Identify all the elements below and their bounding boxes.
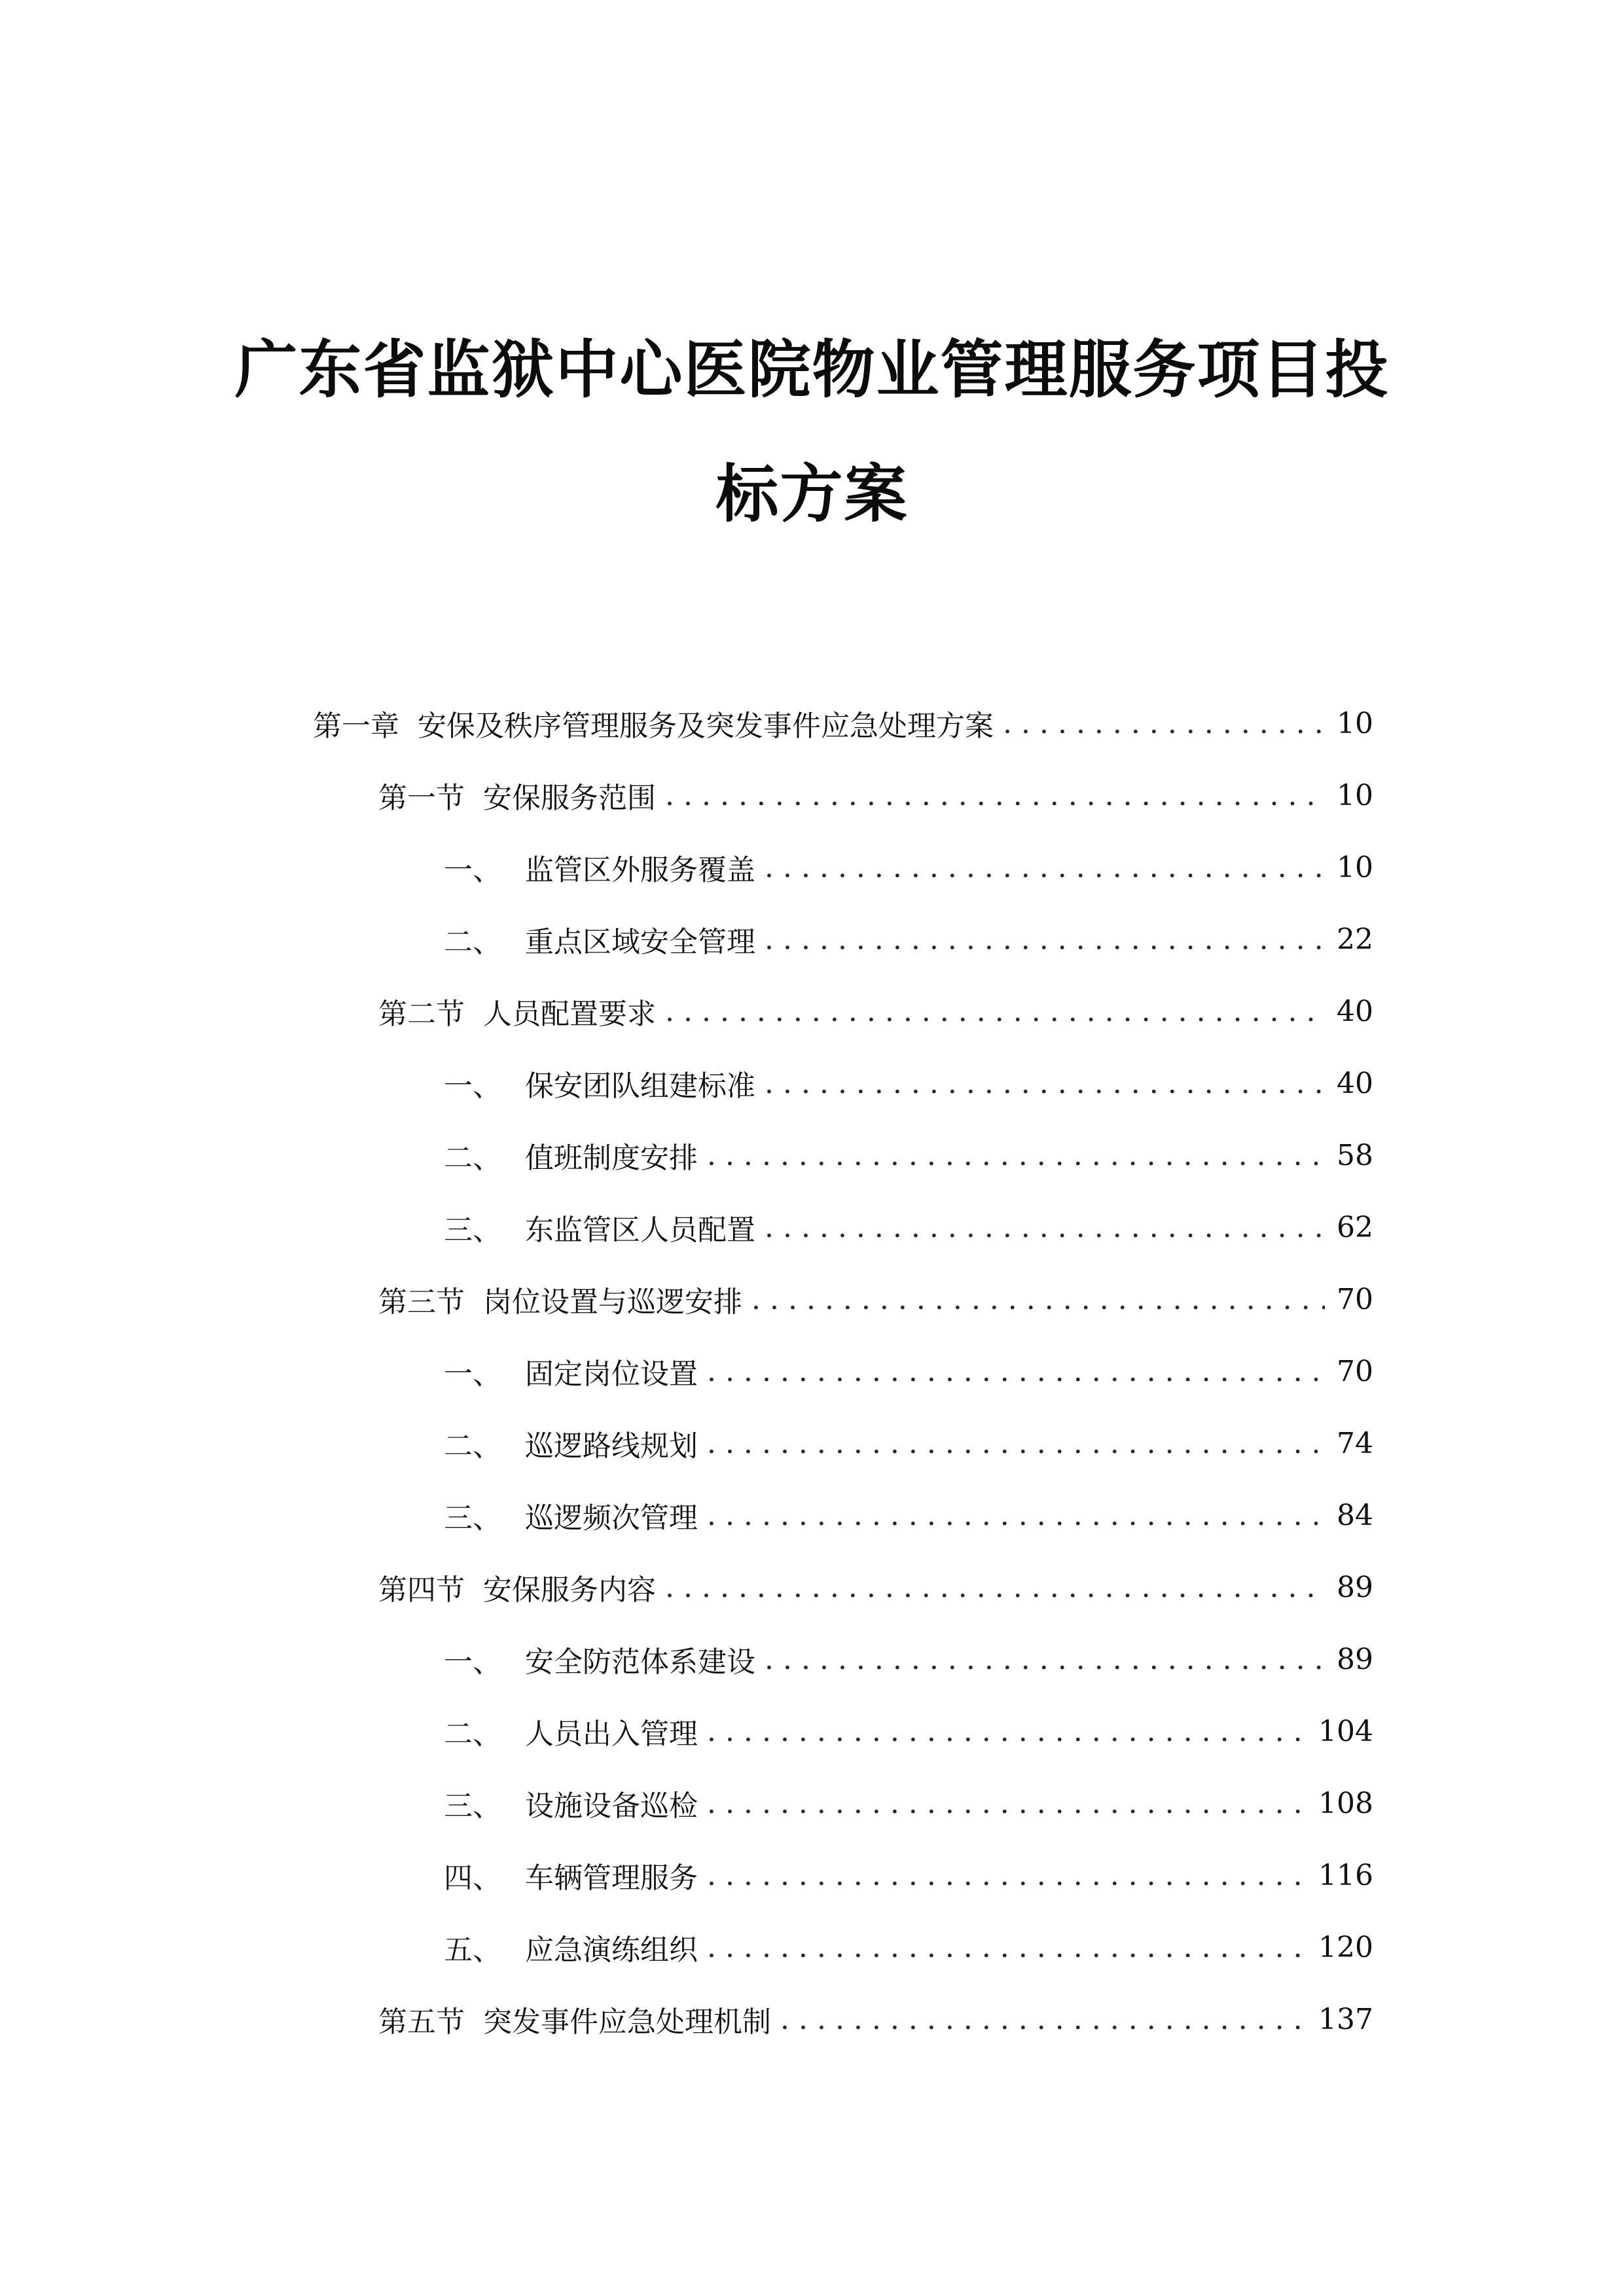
toc-entry-prefix: 第一节 — [378, 781, 465, 815]
toc-entry-page: 108 — [1318, 1786, 1373, 1820]
toc-entry-prefix: 三、 — [444, 1501, 501, 1535]
toc-entry-prefix: 三、 — [444, 1213, 501, 1247]
toc-leader-dots — [665, 779, 1325, 812]
toc-leader-dots — [765, 1211, 1325, 1244]
toc-entry-prefix: 三、 — [444, 1789, 501, 1823]
toc-entry-prefix: 一、 — [444, 853, 501, 887]
toc-entry-page: 137 — [1318, 2002, 1373, 2036]
toc-leader-dots — [707, 1427, 1325, 1460]
toc-entry-title: 固定岗位设置 — [525, 1357, 698, 1391]
toc-entry-prefix: 二、 — [444, 1141, 501, 1175]
toc-leader-dots — [765, 851, 1325, 884]
toc-entry-subsection[interactable] — [313, 1839, 1373, 1911]
toc-entry-page: 116 — [1318, 1858, 1373, 1892]
table-of-contents — [313, 687, 1373, 2055]
toc-entry-title: 突发事件应急处理机制 — [483, 2005, 771, 2039]
toc-entry-title: 安保及秩序管理服务及突发事件应急处理方案 — [418, 709, 994, 743]
toc-entry-prefix: 二、 — [444, 1717, 501, 1751]
toc-entry-title: 值班制度安排 — [525, 1141, 698, 1175]
toc-entry-subsection[interactable] — [313, 1623, 1373, 1695]
toc-leader-dots — [665, 1571, 1325, 1604]
toc-entry-prefix: 第二节 — [378, 997, 465, 1031]
toc-entry-page: 89 — [1337, 1642, 1373, 1676]
toc-entry-subsection[interactable] — [313, 1695, 1373, 1767]
toc-entry-subsection[interactable] — [313, 1119, 1373, 1191]
toc-leader-dots — [751, 1283, 1325, 1316]
toc-entry-subsection[interactable] — [313, 1767, 1373, 1839]
toc-leader-dots — [765, 1067, 1325, 1100]
toc-entry-section-4[interactable] — [313, 1551, 1373, 1623]
toc-entry-title: 东监管区人员配置 — [525, 1213, 755, 1247]
toc-entry-subsection[interactable] — [313, 831, 1373, 903]
title-line-1: 广东省监狱中心医院物业管理服务项目投 — [234, 333, 1390, 406]
toc-entry-title: 车辆管理服务 — [525, 1861, 698, 1895]
toc-entry-title: 人员出入管理 — [525, 1717, 698, 1751]
toc-entry-title: 人员配置要求 — [483, 997, 656, 1031]
toc-leader-dots — [665, 995, 1325, 1028]
toc-entry-title: 重点区域安全管理 — [525, 925, 755, 959]
toc-entry-prefix: 一、 — [444, 1069, 501, 1103]
toc-leader-dots — [707, 1931, 1307, 1964]
toc-entry-page: 58 — [1337, 1138, 1373, 1172]
toc-entry-prefix: 一、 — [444, 1645, 501, 1679]
toc-entry-subsection[interactable] — [313, 1047, 1373, 1119]
toc-entry-subsection[interactable] — [313, 1191, 1373, 1263]
toc-entry-title: 岗位设置与巡逻安排 — [483, 1285, 742, 1319]
toc-leader-dots — [765, 1643, 1325, 1676]
toc-entry-page: 70 — [1337, 1354, 1373, 1388]
toc-entry-title: 安保服务范围 — [483, 781, 656, 815]
toc-entry-subsection[interactable] — [313, 903, 1373, 975]
toc-entry-subsection[interactable] — [313, 1911, 1373, 1983]
toc-entry-page: 70 — [1337, 1282, 1373, 1316]
toc-entry-page: 10 — [1337, 706, 1373, 740]
toc-entry-page: 104 — [1318, 1714, 1373, 1748]
toc-leader-dots — [707, 1499, 1325, 1532]
toc-entry-title: 安全防范体系建设 — [525, 1645, 755, 1679]
toc-entry-title: 巡逻频次管理 — [525, 1501, 698, 1535]
toc-entry-subsection[interactable] — [313, 1335, 1373, 1407]
toc-entry-page: 84 — [1337, 1498, 1373, 1532]
toc-entry-subsection[interactable] — [313, 1407, 1373, 1479]
toc-entry-prefix: 一、 — [444, 1357, 501, 1391]
document-title — [0, 308, 1624, 556]
toc-entry-page: 10 — [1337, 778, 1373, 812]
toc-leader-dots — [1003, 707, 1325, 740]
toc-entry-prefix: 第四节 — [378, 1573, 465, 1607]
toc-entry-prefix: 第五节 — [378, 2005, 465, 2039]
toc-entry-prefix: 二、 — [444, 1429, 501, 1463]
toc-leader-dots — [707, 1139, 1325, 1172]
toc-entry-page: 89 — [1337, 1570, 1373, 1604]
toc-entry-title: 保安团队组建标准 — [525, 1069, 755, 1103]
toc-entry-prefix: 第一章 — [313, 709, 399, 743]
toc-entry-prefix: 二、 — [444, 925, 501, 959]
toc-entry-page: 62 — [1337, 1210, 1373, 1244]
toc-entry-title: 安保服务内容 — [483, 1573, 656, 1607]
toc-entry-section-1[interactable] — [313, 759, 1373, 831]
toc-entry-section-2[interactable] — [313, 975, 1373, 1047]
toc-leader-dots — [765, 923, 1325, 956]
toc-entry-page: 120 — [1318, 1930, 1373, 1964]
toc-entry-page: 10 — [1337, 850, 1373, 884]
toc-entry-title: 设施设备巡检 — [525, 1789, 698, 1823]
toc-entry-page: 22 — [1337, 922, 1373, 956]
toc-leader-dots — [780, 2003, 1307, 2036]
title-line-2: 标方案 — [715, 457, 909, 531]
toc-entry-prefix: 第三节 — [378, 1285, 465, 1319]
toc-entry-page: 40 — [1337, 994, 1373, 1028]
toc-leader-dots — [707, 1715, 1307, 1748]
toc-entry-section-3[interactable] — [313, 1263, 1373, 1335]
toc-entry-section-5[interactable] — [313, 1983, 1373, 2055]
toc-entry-title: 监管区外服务覆盖 — [525, 853, 755, 887]
toc-entry-title: 巡逻路线规划 — [525, 1429, 698, 1463]
toc-entry-prefix: 五、 — [444, 1933, 501, 1967]
toc-leader-dots — [707, 1859, 1307, 1892]
toc-entry-prefix: 四、 — [444, 1861, 501, 1895]
toc-leader-dots — [707, 1787, 1307, 1820]
toc-entry-page: 74 — [1337, 1426, 1373, 1460]
toc-leader-dots — [707, 1355, 1325, 1388]
toc-entry-chapter-1[interactable] — [313, 687, 1373, 759]
toc-entry-page: 40 — [1337, 1066, 1373, 1100]
toc-entry-subsection[interactable] — [313, 1479, 1373, 1551]
toc-entry-title: 应急演练组织 — [525, 1933, 698, 1967]
